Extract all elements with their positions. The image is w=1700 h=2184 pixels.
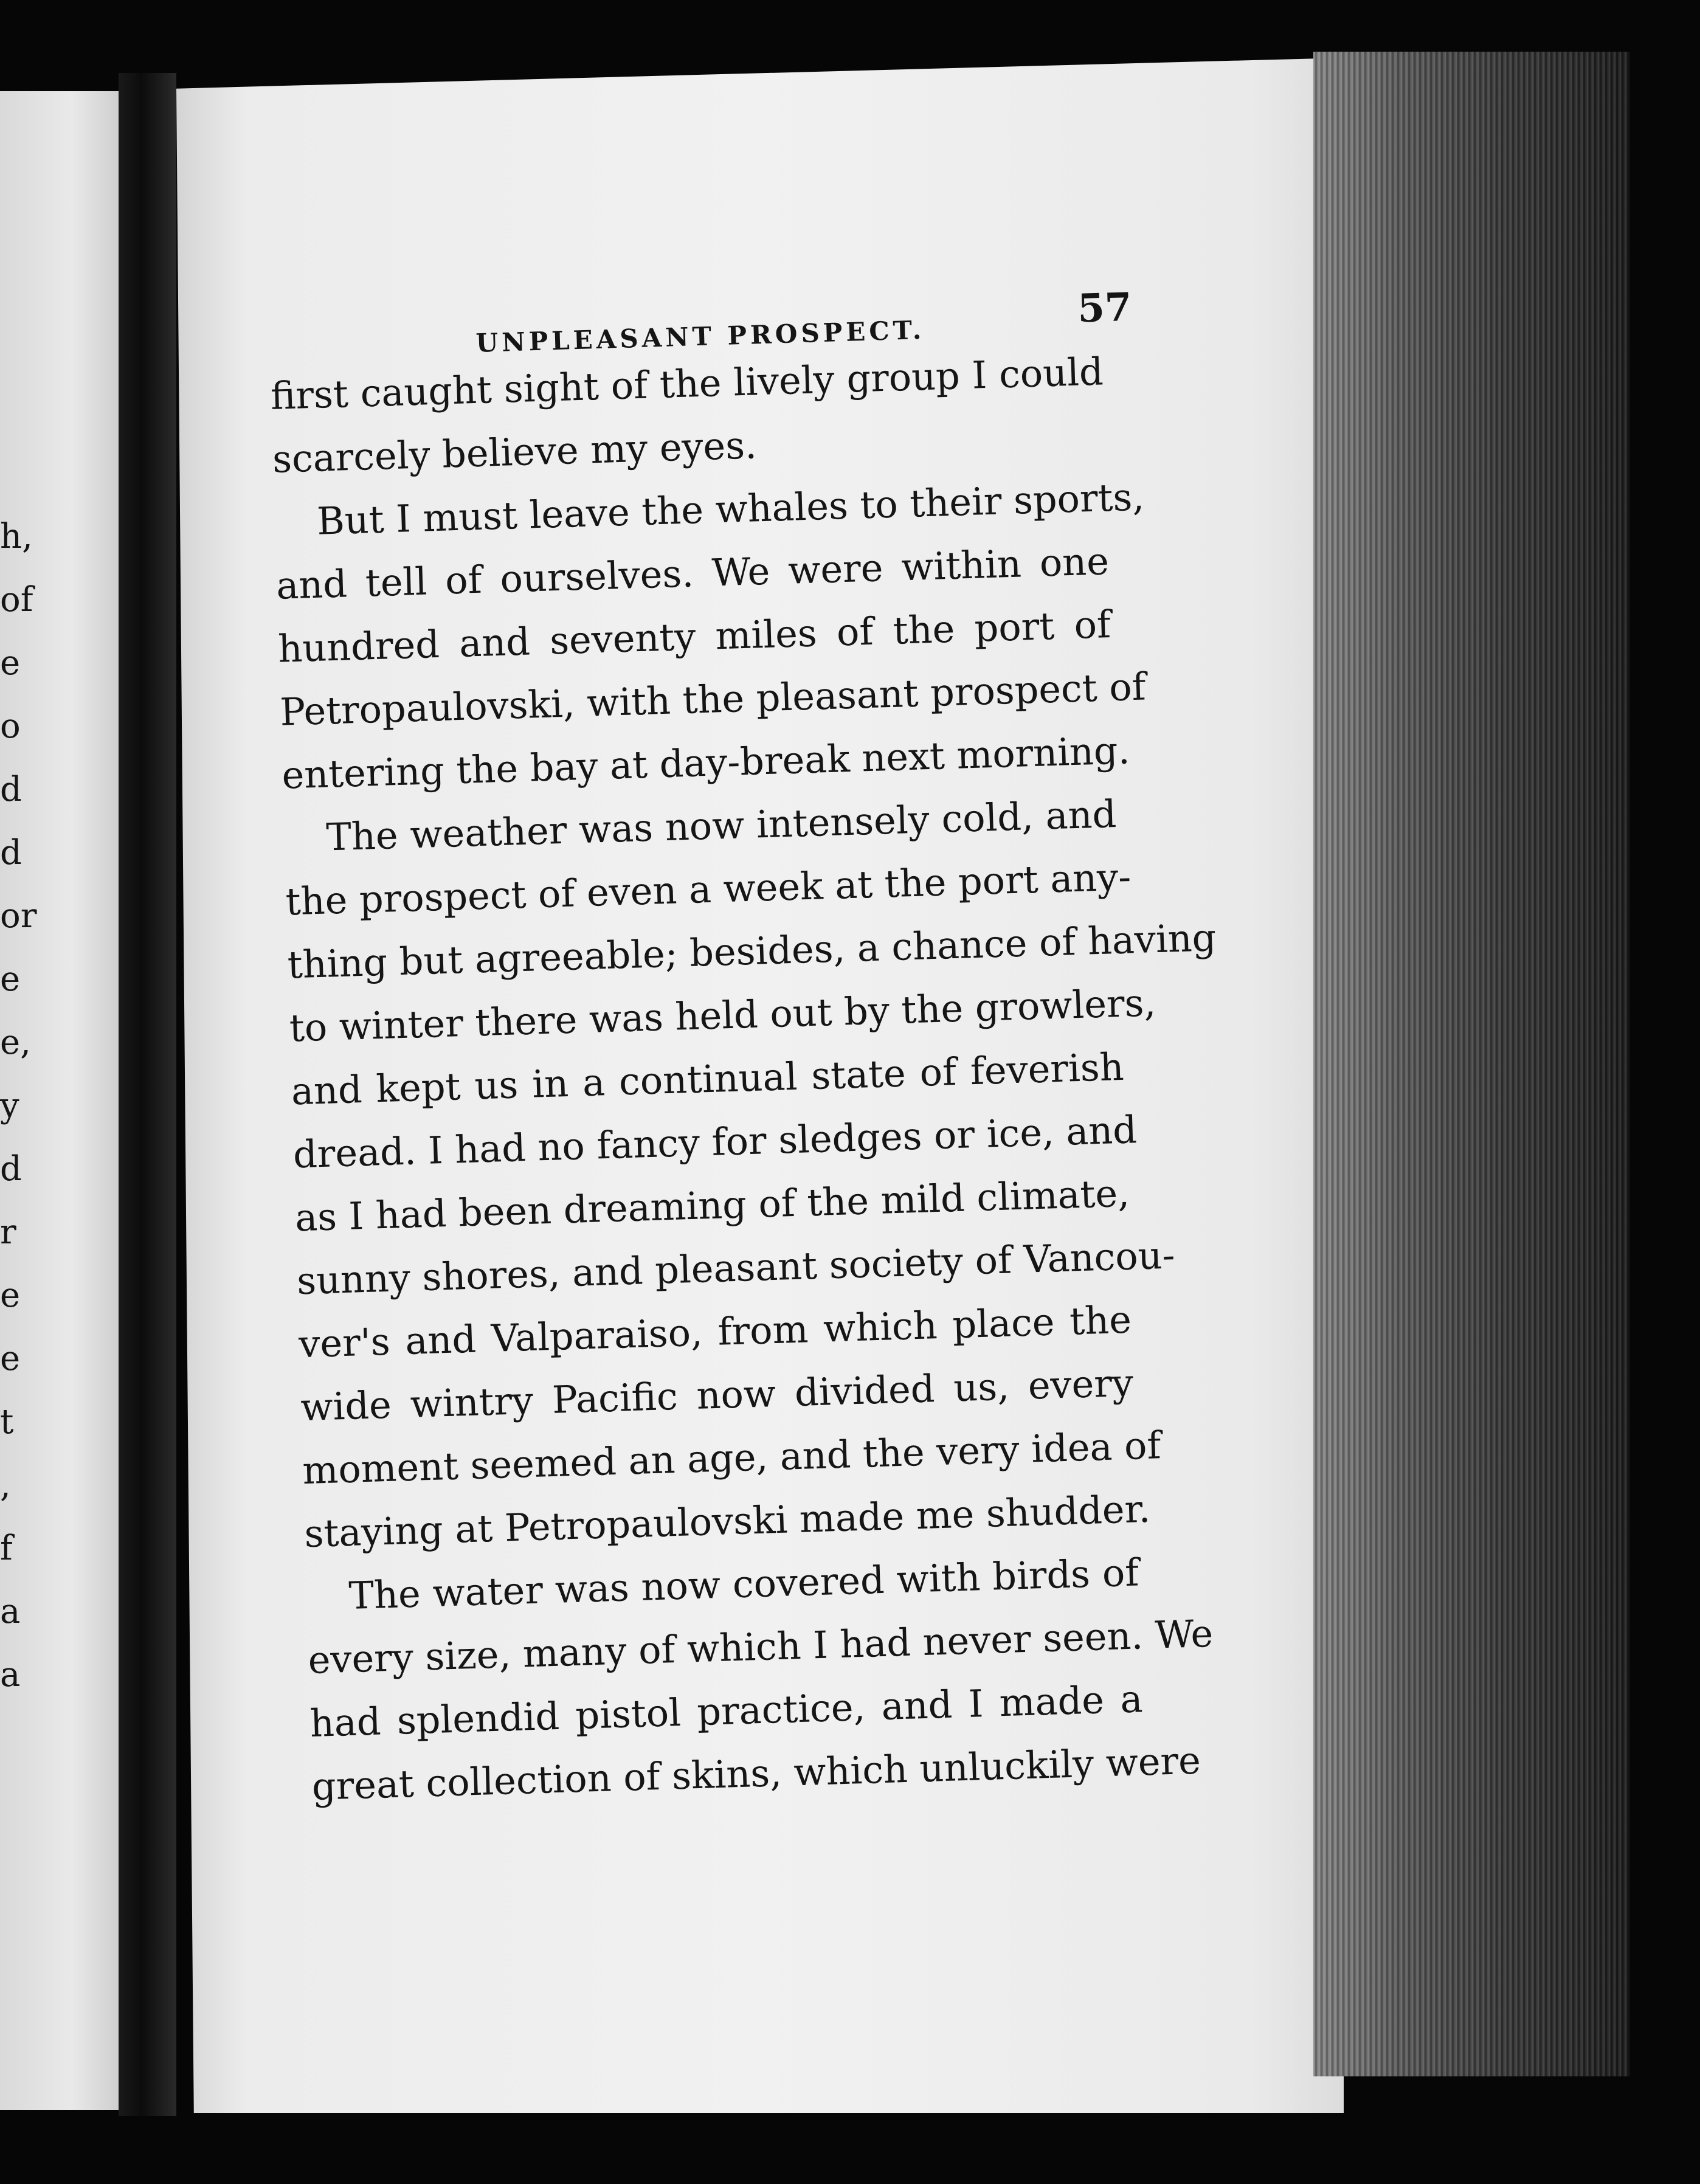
text-line: dread. I had no fancy for sledges or ice, and (292, 1107, 1138, 1177)
running-title: UNPLEASANT PROSPECT. (475, 314, 925, 358)
margin-letter: e (0, 643, 21, 683)
body-text (270, 339, 1217, 1819)
text-line: great collection of skins, which unluckily were (311, 1738, 1201, 1809)
text-line: the prospect of even a week at the port any- (285, 854, 1132, 924)
text-line: staying at Petropaulovski made me shudder. (303, 1486, 1152, 1557)
text-line: to winter there was held out by the growlers, (288, 980, 1157, 1051)
margin-letter: y (0, 1086, 19, 1125)
text-line: wide wintry Pacific now divided us, every (300, 1360, 1134, 1430)
page-text-block (268, 266, 1217, 1819)
margin-letter: d (0, 770, 22, 809)
margin-letter: e (0, 959, 21, 999)
margin-letter: e (0, 1276, 21, 1315)
text-line: and kept us in a continual state of feverish (290, 1044, 1125, 1114)
text-line: Petropaulovski, with the pleasant prospect of (279, 664, 1147, 734)
text-line: The water was now covered with birds of (348, 1550, 1140, 1618)
text-line: moment seemed an age, and the very idea of (302, 1423, 1162, 1493)
text-line: had splendid pistol practice, and I made a (309, 1676, 1144, 1746)
text-line: sunny shores, and pleasant society of Vancou- (296, 1232, 1176, 1304)
text-line: hundred and seventy miles of the port of (277, 602, 1111, 671)
book-gutter (119, 73, 176, 2116)
margin-letter: e (0, 1339, 21, 1378)
text-line: first caught sight of the lively group I could (270, 349, 1104, 418)
text-line: ver's and Valparaiso, from which place the (298, 1297, 1132, 1367)
margin-letter: , (0, 1465, 11, 1505)
margin-letter: t (0, 1402, 14, 1442)
page-number: 57 (1077, 284, 1133, 332)
margin-letter: d (0, 833, 22, 873)
margin-letter: d (0, 1149, 22, 1189)
text-line: and tell of ourselves. We were within one (275, 539, 1110, 608)
text-line: scarcely believe my eyes. (272, 423, 758, 482)
margin-letter: a (0, 1655, 21, 1695)
text-line: every size, many of which I had never seen. We (307, 1611, 1214, 1682)
text-line: The weather was now intensely cold, and (325, 791, 1118, 860)
margin-letter: or (0, 896, 37, 936)
margin-letter: e, (0, 1023, 31, 1062)
margin-letter: of (0, 580, 33, 620)
margin-letter: f (0, 1529, 13, 1568)
page-stack-edges (1313, 52, 1629, 2076)
margin-letter: o (0, 707, 21, 746)
margin-letter: a (0, 1592, 21, 1631)
text-line: thing but agreeable; besides, a chance of having (286, 915, 1217, 987)
margin-letter: h, (0, 517, 33, 556)
margin-letter: r (0, 1212, 16, 1252)
text-line: But I must leave the whales to their sports, (316, 474, 1145, 544)
previous-page-edge (0, 91, 119, 2110)
text-line: entering the bay at day-break next morning. (281, 728, 1131, 798)
text-line: as I had been dreaming of the mild climate, (294, 1170, 1130, 1240)
